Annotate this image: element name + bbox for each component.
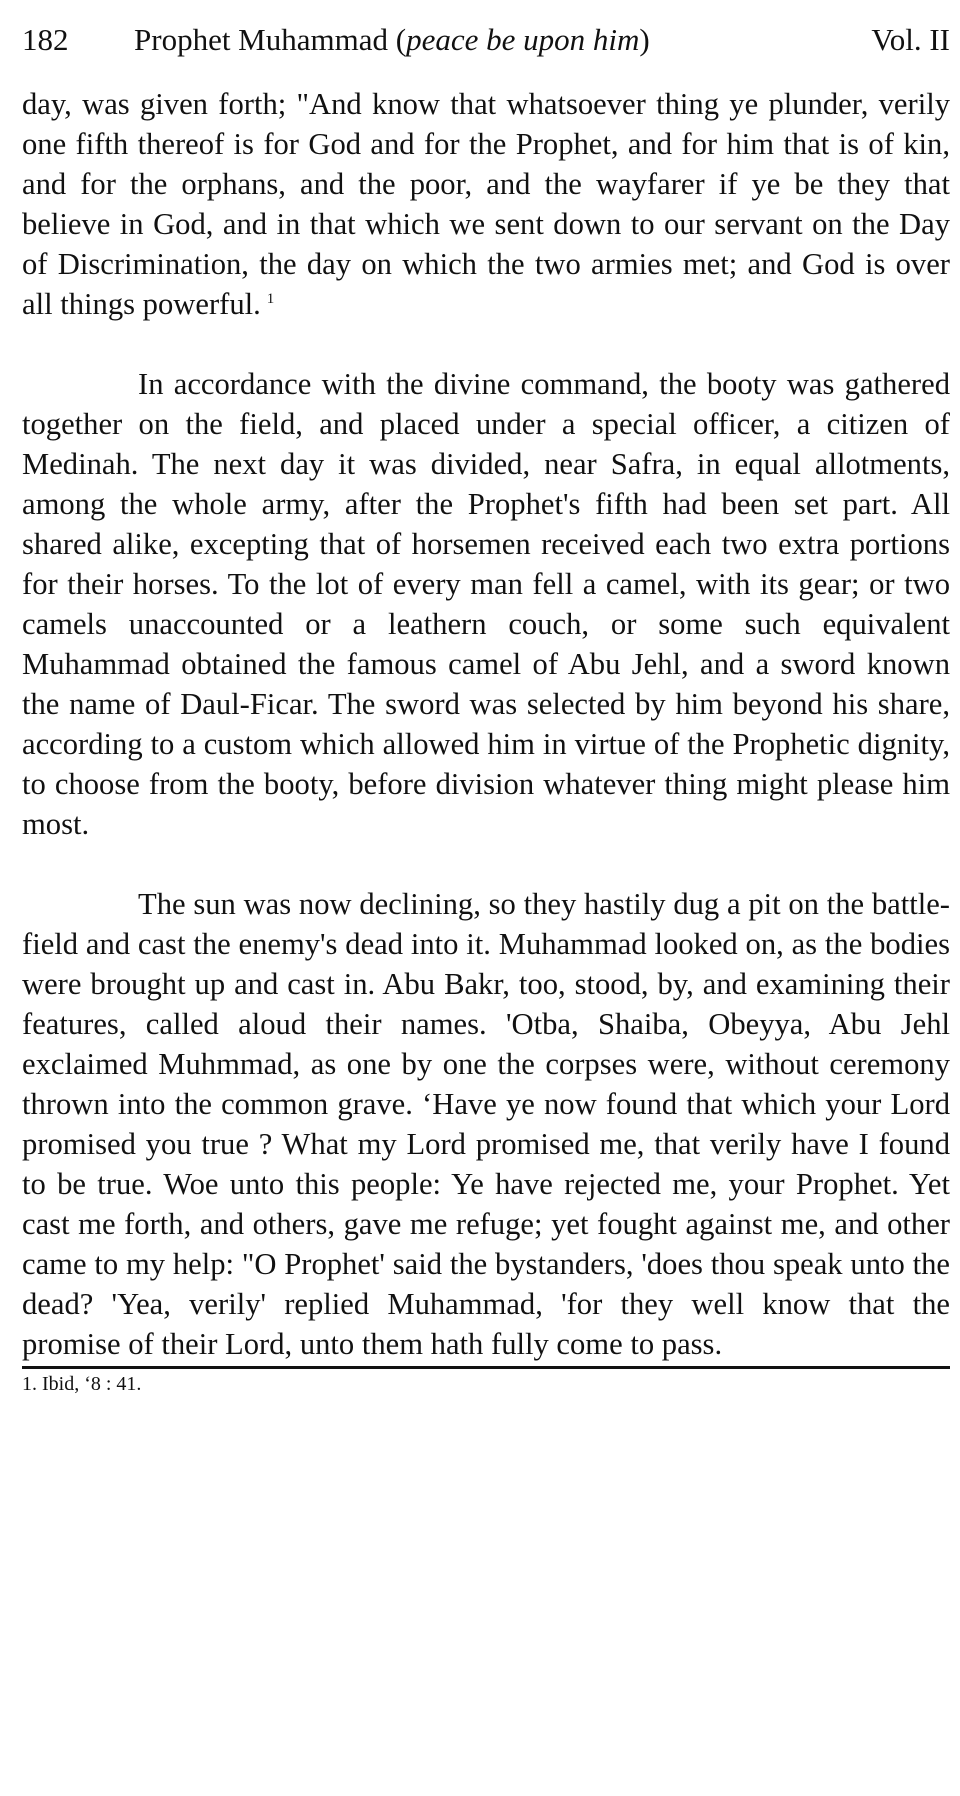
paragraph-text: day, was given forth; "And know that whatsoever thing ye plunder, verily one fifth thereof is for God and for the Prophet, and for him that is of kin, and for the orphans, and the poor, and the wayfarer if ye be they that believe in God, and in that which we sent down to our servant on the Day of Discrimination, the day on which the two armies met; and God is over all things powerful. <box>22 87 950 321</box>
running-title-italic: peace be upon him <box>406 22 640 57</box>
paragraph-burial <box>22 884 950 1364</box>
footnote: 1. Ibid, ‘8 : 41. <box>22 1373 142 1395</box>
paragraph-text: The sun was now declining, so they hastily dug a pit on the battle-field and cast the enemy's dead into it. Muhammad looked on, as the bodies were brought up and cast in. Abu Bakr, too, stood, by, and examining their features, called aloud their names. 'Otba, Shaiba, Obeyya, Abu Jehl exclaimed Muhmmad, as one by one the corpses were, without ceremony thrown into the common grave. ‘Have ye now found that which your Lord promised you true ? What my Lord promised me, that verily have I found to be true. Woe unto this people: Ye have rejected me, your Prophet. Yet cast me forth, and others, gave me refuge; yet fought against me, and other came to my help: "O Prophet' said the bystanders, 'does thou speak unto the dead? 'Yea, verily' replied Muhammad, 'for they well know that the promise of their Lord, unto them hath fully come to pass. <box>22 887 950 1361</box>
running-title-main: Prophet Muhammad ( <box>134 22 407 57</box>
running-header <box>22 20 950 64</box>
footnote-reference: 1 <box>266 290 275 307</box>
body-text <box>22 84 950 1364</box>
footnote-divider <box>22 1366 950 1369</box>
book-page <box>22 20 950 1396</box>
page-number: 182 <box>22 22 69 57</box>
volume-label: Vol. II <box>871 22 950 57</box>
running-title-close: ) <box>639 22 650 57</box>
running-title <box>134 20 871 60</box>
paragraph-quran-quote <box>22 84 950 324</box>
paragraph-text: In accordance with the divine command, the booty was gathered together on the field, and placed under a special officer, a citizen of Medinah. The next day it was divided, near Safra, in equal allotments, among the whole army, after the Prophet's fifth had been set part. All shared alike, excepting that of horsemen received each two extra portions for their horses. To the lot of every man fell a camel, with its gear; or two camels unaccounted or a leathern couch, or some such equivalent Muhammad obtained the famous camel of Abu Jehl, and a sword known the name of Daul-Ficar. The sword was selected by him beyond his share, according to a custom which allowed him in virtue of the Prophetic dignity, to choose from the booty, before division whatever thing might please him most. <box>22 367 950 841</box>
paragraph-booty <box>22 364 950 844</box>
